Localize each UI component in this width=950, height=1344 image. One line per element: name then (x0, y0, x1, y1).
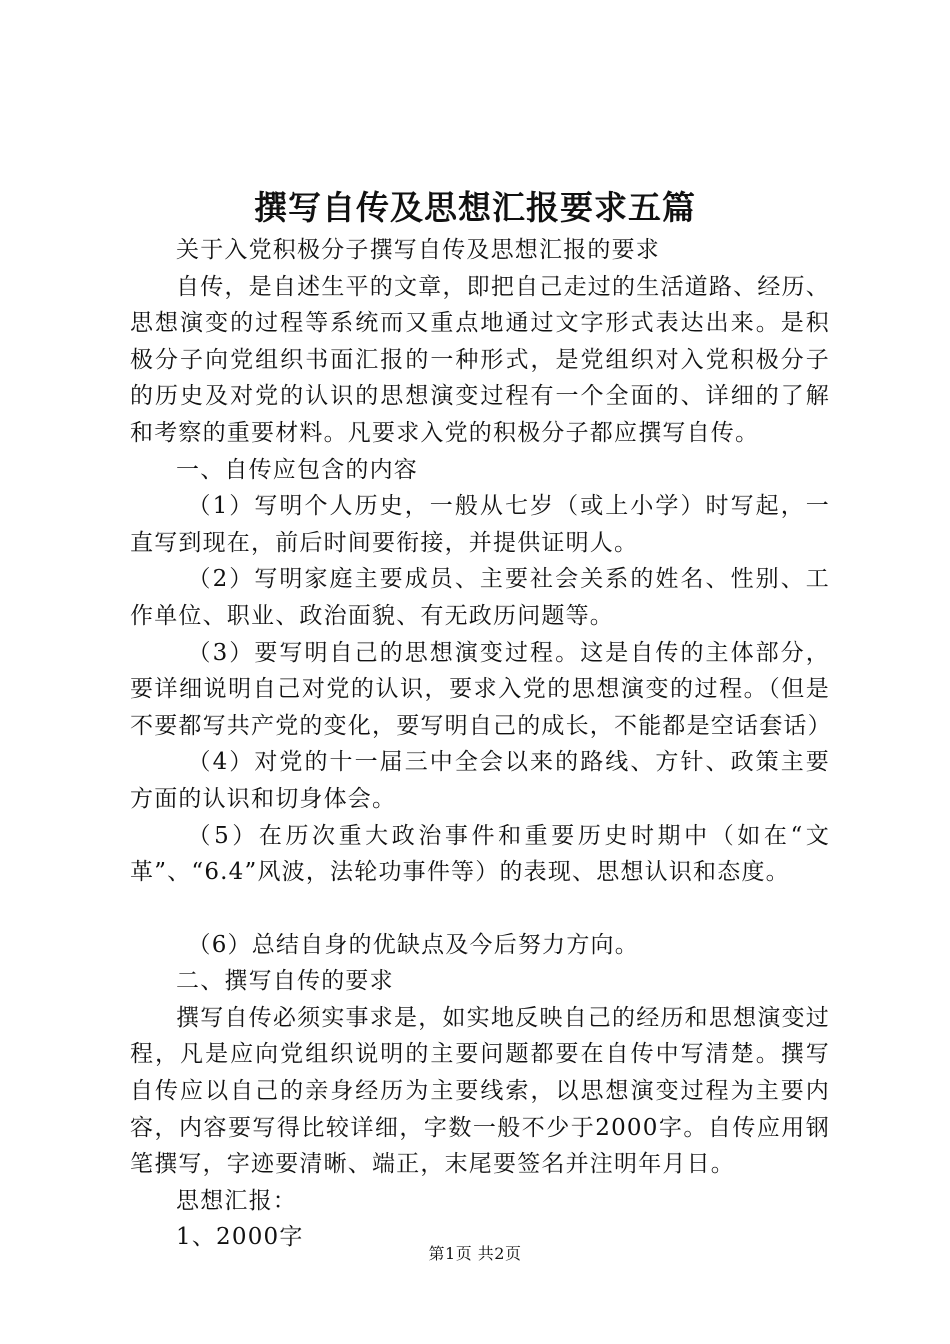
section-heading-thought-report: 思想汇报： (176, 1187, 297, 1214)
section-heading-requirements: 二、撰写自传的要求 (176, 968, 394, 995)
paragraph-autobiography-definition: 自传，是自述生平的文章，即把自己走过的生活道路、经历、思想演变的过程等系统而又重点地通过文字形式表达出来。是积极分子向党组织书面汇报的一种形式，是党组织对入党积极分子的历史及对党的认识的思想演变过程有一个全面的、详细的了解和考察的重要材料。凡要求入党的积极分子都应撰写自传。 (130, 273, 830, 446)
section-heading-contents: 一、自传应包含的内容 (176, 456, 418, 483)
list-item-5: （5）在历次重大政治事件和重要历史时期中（如在“文革”、“6.4”风波，法轮功事件等）的表现、思想认识和态度。 (130, 822, 830, 886)
document-title: 撰写自传及思想汇报要求五篇 (254, 188, 696, 227)
list-item-1: （1）写明个人历史，一般从七岁（或上小学）时写起，一直写到现在，前后时间要衔接，并提供证明人。 (130, 493, 830, 556)
paragraph-requirements: 撰写自传必须实事求是，如实地反映自己的经历和思想演变过程，凡是应向党组织说明的主要问题都要在自传中写清楚。撰写自传应以自己的亲身经历为主要线索，以思想演变过程为主要内容，内容要写得比较详细，字数一般不少于2000字。自传应用钢笔撰写，字迹要清晰、端正，末尾要签名并注明年月日。 (130, 1004, 830, 1178)
document-body (130, 232, 830, 1256)
paragraph-intro-heading: 关于入党积极分子撰写自传及思想汇报的要求 (176, 237, 660, 263)
list-item-2: （2）写明家庭主要成员、主要社会关系的姓名、性别、工作单位、职业、政治面貌、有无政历问题等。 (130, 566, 830, 629)
list-item-6: （6）总结自身的优缺点及今后努力方向。 (187, 931, 639, 958)
list-item-3: （3）要写明自己的思想演变过程。这是自传的主体部分，要详细说明自己对党的认识，要求入党的思想演变的过程。（但是不要都写共产党的变化，要写明自己的成长，不能都是空话套话） (130, 639, 832, 739)
list-item-thought-report-1: 1、2000字 (176, 1224, 304, 1251)
page-footer: 第1页 共2页 (428, 1244, 522, 1263)
blank-line (130, 891, 830, 927)
list-item-4: （4）对党的十一届三中全会以来的路线、方针、政策主要方面的认识和切身体会。 (130, 749, 830, 812)
